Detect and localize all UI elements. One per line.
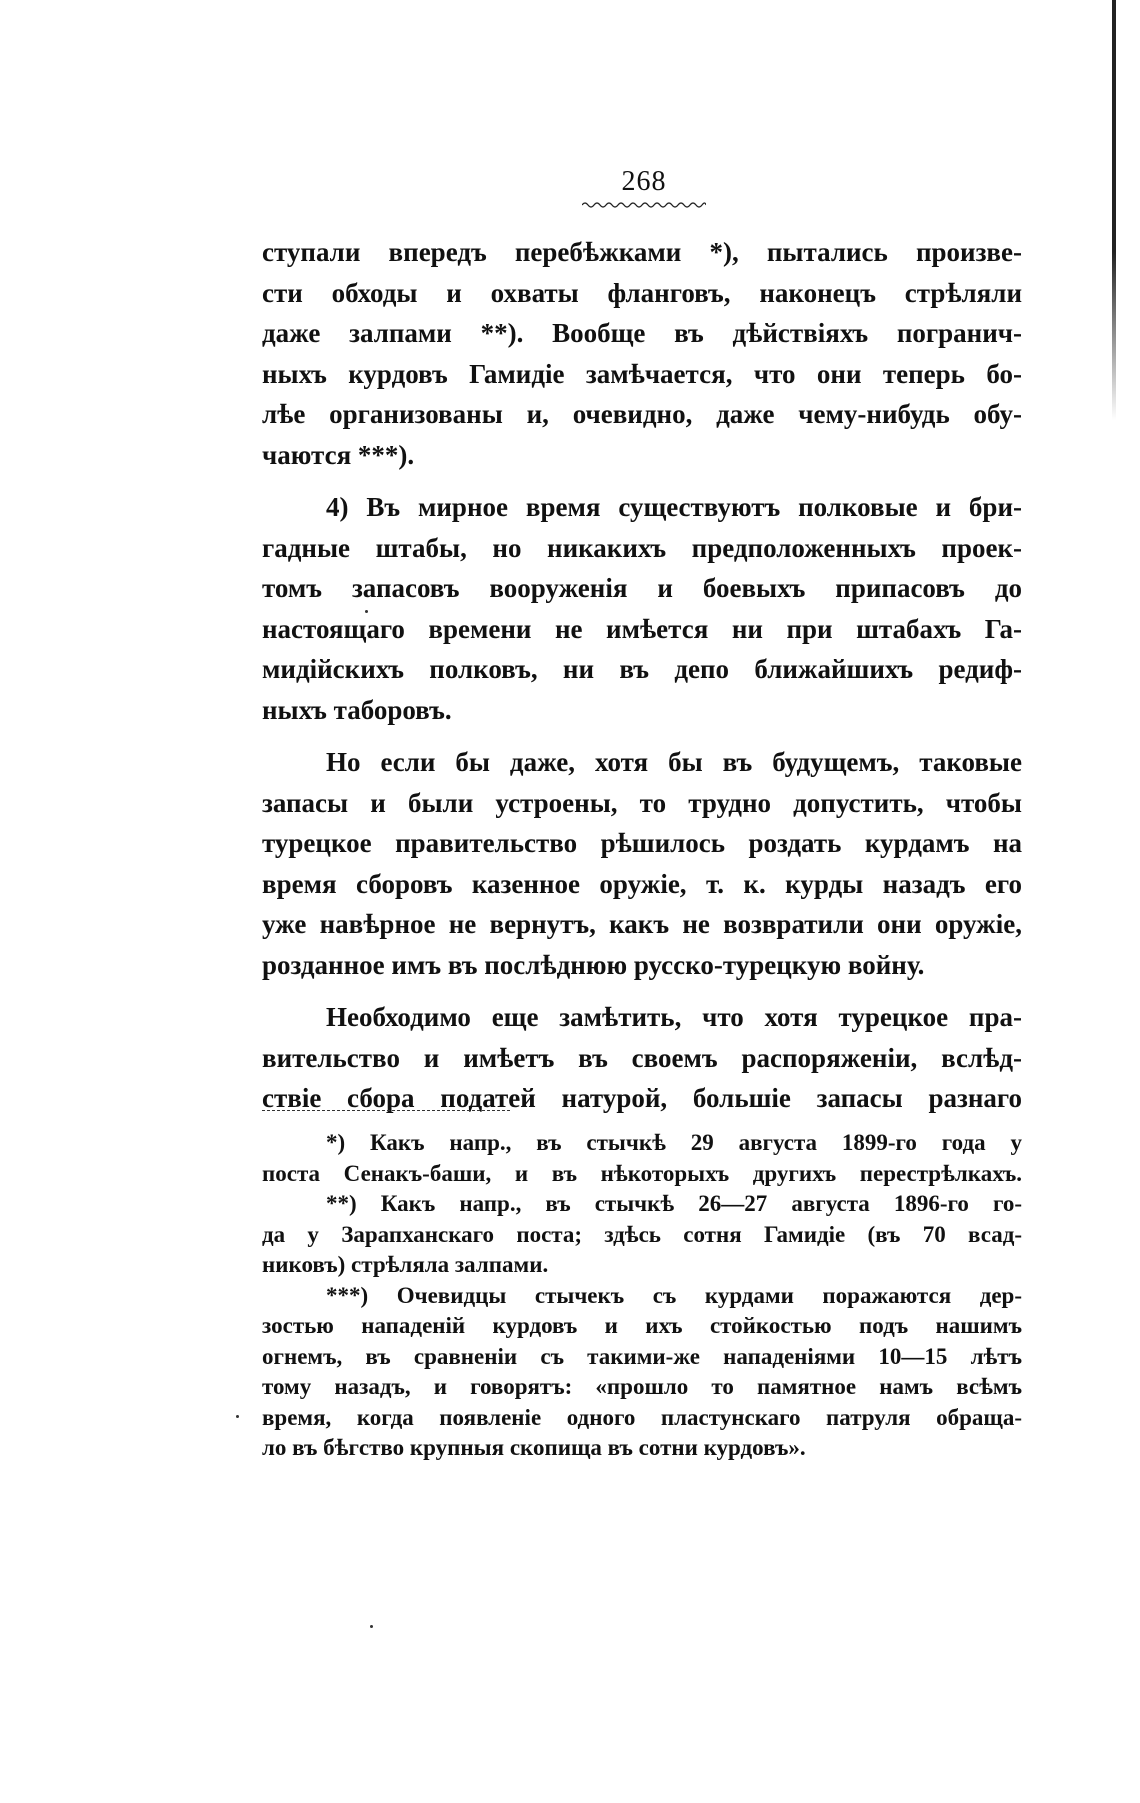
footnote-2: [262, 1189, 1022, 1281]
text-line: вительство и имѣетъ въ своемъ распоряженіи, вслѣд-: [262, 1042, 1022, 1073]
text-line: сти обходы и охваты фланговъ, наконецъ стрѣляли: [262, 277, 1022, 308]
footnote-separator: [262, 1110, 510, 1111]
footnote-line: время, когда появленіе одного пластунскаго патруля обраща-: [262, 1404, 1022, 1430]
text-line: турецкое правительство рѣшилось роздать курдамъ на: [262, 828, 1022, 858]
footnote-line: *) Какъ напр., въ стычкѣ 29 августа 1899-го года у: [326, 1130, 1022, 1155]
text-line: уже навѣрное не вернутъ, какъ не возвратили они оружіе,: [262, 909, 1022, 939]
text-line: даже залпами **). Вообще въ дѣйствіяхъ погранич-: [262, 318, 1022, 348]
text-line: ступали впередъ перебѣжками *), пытались произве-: [262, 237, 1022, 267]
footnote-line: да у Зарапханскаго поста; здѣсь сотня Гамидіе (въ 70 всад-: [262, 1221, 1022, 1247]
footnote-line: тому назадъ, и говорятъ: «прошло то памятное намъ всѣмъ: [262, 1374, 1022, 1399]
footnote-line: поста Сенакъ-баши, и въ нѣкоторыхъ другихъ перестрѣлкахъ.: [262, 1160, 1022, 1186]
text-line: настоящаго времени не имѣется ни при штабахъ Га-: [262, 613, 1022, 644]
text-line: мидійскихъ полковъ, ни въ депо ближайшихъ редиф-: [262, 654, 1022, 684]
footnote-line: **) Какъ напр., въ стычкѣ 26—27 августа 1896-го го-: [326, 1191, 1022, 1216]
ink-speck: [365, 610, 368, 613]
footnote-line: огнемъ, въ сравненіи съ такими-же нападеніями 10—15 лѣтъ: [262, 1343, 1022, 1369]
page-number-flourish: [582, 200, 706, 210]
page-number: 268: [621, 166, 667, 197]
paragraph-continued: [262, 232, 1022, 475]
text-line: чаются ***).: [262, 439, 415, 470]
text-line: ныхъ таборовъ.: [262, 694, 452, 725]
text-line: запасы и были устроены, то трудно допустить, чтобы: [262, 787, 1022, 818]
text-line: гадные штабы, но никакихъ предположенныхъ проек-: [262, 532, 1022, 563]
text-line: розданное имъ въ послѣднюю русско-турецкую войну.: [262, 949, 925, 980]
text-line: Но если бы даже, хотя бы въ будущемъ, таковые: [326, 747, 1022, 777]
text-line: Необходимо еще замѣтить, что хотя турецкое пра-: [326, 1002, 1022, 1032]
text-line: 4) Въ мирное время существуютъ полковые и бри-: [326, 492, 1022, 522]
ink-speck: [236, 1415, 239, 1418]
main-text: [262, 232, 1022, 1119]
footnote-line: никовъ) стрѣляла залпами.: [262, 1252, 549, 1277]
footnote-line: зостью нападеній курдовъ и ихъ стойкостью подъ нашимъ: [262, 1313, 1022, 1338]
page-edge-line: [1112, 0, 1116, 420]
text-line: ствіе сбора податей натурой, большіе запасы разнаго: [262, 1083, 1022, 1113]
text-line: лѣе организованы и, очевидно, даже чему-нибудь обу-: [262, 399, 1022, 429]
footnote-line: ***) Очевидцы стычекъ съ курдами поражаются дер-: [326, 1282, 1022, 1308]
paragraph-but-if: [262, 742, 1022, 985]
paragraph-necessary: [262, 997, 1022, 1119]
footnotes: [262, 1128, 1022, 1464]
footnote-3: [262, 1281, 1022, 1464]
ink-speck: [370, 1625, 373, 1628]
text-line: время сборовъ казенное оружіе, т. к. курды назадъ его: [262, 868, 1022, 899]
text-line: томъ запасовъ вооруженія и боевыхъ припасовъ до: [262, 573, 1022, 603]
footnote-1: [262, 1128, 1022, 1189]
text-line: ныхъ курдовъ Гамидіе замѣчается, что они теперь бо-: [262, 358, 1022, 389]
footnote-line: ло въ бѣгство крупныя скопища въ сотни курдовъ».: [262, 1435, 806, 1460]
paragraph-point-4: [262, 487, 1022, 730]
